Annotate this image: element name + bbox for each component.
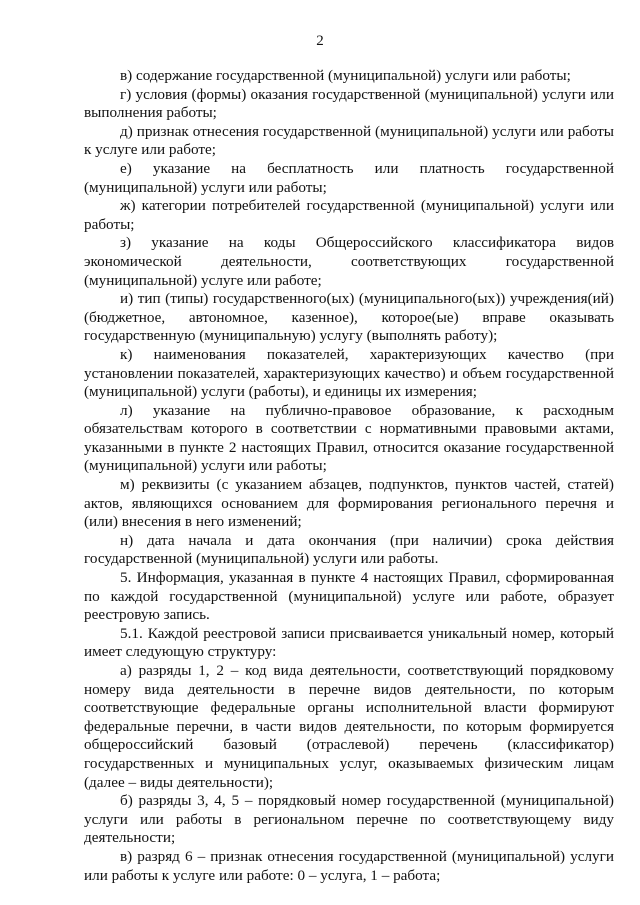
- item-e-payment: е) указание на бесплатность или платность государственной (муниципальной) услуги или работы;: [84, 159, 614, 196]
- item-zh-consumers: ж) категории потребителей государственной (муниципальной) услуги или работы;: [84, 197, 614, 233]
- item-k-indicators: к) наименования показателей, характеризующих качество (при установлении показателей, характеризующих качество) и объем государственной (муниципальной) услуги (работы), и единицы их измерения;: [84, 345, 614, 401]
- item-n-dates: н) дата начала и дата окончания (при наличии) срока действия государственной (муниципальной) услуги или работы.: [84, 531, 614, 568]
- item-i-institution-types: и) тип (типы) государственного(ых) (муниципального(ых)) учреждения(ий) (бюджетное, автономное, казенное), которое(ые) вправе оказывать государственную (муниципальную) услугу (выполнять работу);: [84, 290, 614, 345]
- document-body: [84, 67, 614, 885]
- item-g-conditions: г) условия (формы) оказания государственной (муниципальной) услуги или выполнения работы;: [84, 85, 614, 122]
- item-a-digits-1-2: а) разряды 1, 2 – код вида деятельности, соответствующий порядковому номеру вида деятельности в перечне видов деятельности, по которым соответствующие федеральные органы исполнительной власти формируют федеральные перечни, в части видов деятельности, по которым формируется общероссийский базовый (отраслевой) перечень (классификатор) государственных и муниципальных услуг, оказываемых физическим лицам (далее – виды деятельности);: [84, 662, 614, 791]
- item-v-content: в) содержание государственной (муниципальной) услуги или работы;: [120, 67, 571, 84]
- item-b-digits-3-5: б) разряды 3, 4, 5 – порядковый номер государственной (муниципальной) услуги или работы в региональном перечне по соответствующему виду деятельности;: [84, 792, 614, 847]
- item-z-codes: з) указание на коды Общероссийского классификатора видов экономической деятельности, соответствующих государственной (муниципальной) услуге или работе;: [84, 234, 614, 289]
- item-l-public-entity: л) указание на публично-правовое образование, к расходным обязательствам которого в соответствии с нормативными правовыми актами, указанными в пункте 2 настоящих Правил, относится оказание государственной (муниципальной) услуги или работы;: [84, 401, 614, 475]
- page-number: 2: [316, 33, 324, 49]
- item-m-requisites: м) реквизиты (с указанием абзацев, подпунктов, пунктов частей, статей) актов, являющихся основанием для формирования регионального перечня и (или) внесения в него изменений;: [84, 476, 614, 531]
- section-5: 5. Информация, указанная в пункте 4 настоящих Правил, сформированная по каждой государственной (муниципальной) услуге или работе, образует реестровую запись.: [84, 569, 614, 624]
- item-v-digit-6: в) разряд 6 – признак отнесения государственной (муниципальной) услуги или работы к услуге или работе: 0 – услуга, 1 – работа;: [84, 847, 614, 884]
- item-d-attribute: д) признак отнесения государственной (муниципальной) услуги или работы к услуге или работе;: [84, 122, 614, 159]
- section-5-1: 5.1. Каждой реестровой записи присваивается уникальный номер, который имеет следующую структуру:: [84, 624, 614, 661]
